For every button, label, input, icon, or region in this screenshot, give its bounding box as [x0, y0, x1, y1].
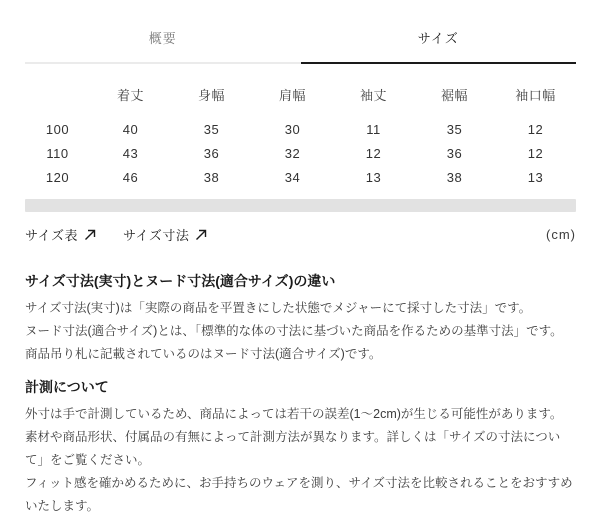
- unit-label: (cm): [546, 227, 576, 242]
- table-cell: 43: [122, 145, 139, 161]
- table-scrollbar[interactable]: [25, 199, 576, 212]
- size-measure-link[interactable]: [123, 225, 207, 244]
- section-text-line: 外寸は手で計測しているため、商品によっては若干の誤差(1〜2cm)が生じる可能性があります。: [25, 407, 563, 421]
- table-cell: 13: [365, 169, 382, 185]
- links-row: [25, 225, 576, 244]
- section-size-definitions: [25, 273, 576, 366]
- table-cell: 13: [527, 169, 544, 185]
- column-header: 袖丈: [359, 88, 387, 103]
- section-heading: 計測について: [25, 379, 109, 395]
- tab-overview[interactable]: 概要: [25, 28, 301, 64]
- table-cell: 36: [203, 145, 220, 161]
- table-row: [25, 141, 576, 165]
- column-header: 肩幅: [278, 88, 306, 103]
- size-measure-link-label: サイズ寸法: [122, 228, 190, 243]
- column-header: 着丈: [116, 88, 144, 103]
- column-header-blank: [25, 85, 90, 117]
- table-cell: 46: [122, 169, 139, 185]
- table-cell: 32: [284, 145, 301, 161]
- section-text-line: フィット感を確かめるために、お手持ちのウェアを測り、サイズ寸法を比較されることをおすすめいたします。: [25, 476, 573, 513]
- column-header: 袖口幅: [515, 88, 556, 103]
- table-cell: 12: [527, 145, 544, 161]
- table-cell: 30: [284, 121, 301, 137]
- section-measurement-notes: [25, 379, 576, 518]
- table-row: [25, 117, 576, 141]
- table-cell: 38: [446, 169, 463, 185]
- section-text-line: 商品吊り札に記載されているのはヌード寸法(適合サイズ)です。: [25, 347, 382, 361]
- section-text-line: 素材や商品形状、付属品の有無によって計測方法が異なります。詳しくは「サイズの寸法について」をご覧ください。: [25, 430, 561, 467]
- column-header: 裾幅: [440, 88, 468, 103]
- table-cell: 12: [365, 145, 382, 161]
- table-cell: 11: [366, 121, 381, 137]
- table-cell: 38: [203, 169, 220, 185]
- size-table: [25, 85, 576, 189]
- table-row: [25, 165, 576, 189]
- section-text-line: ヌード寸法(適合サイズ)とは、「標準的な体の寸法に基づいた商品を作るための基準寸法」です。: [25, 324, 563, 338]
- table-cell: 35: [203, 121, 220, 137]
- external-link-icon: [195, 229, 207, 241]
- row-size-label: 110: [46, 145, 69, 161]
- table-cell: 40: [122, 121, 139, 137]
- section-heading: サイズ寸法(実寸)とヌード寸法(適合サイズ)の違い: [25, 273, 336, 289]
- table-cell: 34: [284, 169, 301, 185]
- size-chart-link-label: サイズ表: [25, 228, 78, 243]
- section-text-line: サイズ寸法(実寸)は「実際の商品を平置きにした状態でメジャーにて採寸した寸法」です。: [25, 301, 532, 315]
- row-size-label: 100: [45, 121, 70, 137]
- table-cell: 35: [446, 121, 463, 137]
- table-cell: 36: [446, 145, 463, 161]
- external-link-icon: [84, 229, 96, 241]
- tab-bar: [25, 28, 576, 64]
- size-chart-link[interactable]: [25, 225, 96, 244]
- table-header-row: [25, 85, 576, 117]
- table-cell: 12: [527, 121, 544, 137]
- row-size-label: 120: [45, 169, 70, 185]
- tab-size[interactable]: サイズ: [301, 28, 577, 64]
- column-header: 身幅: [197, 88, 225, 103]
